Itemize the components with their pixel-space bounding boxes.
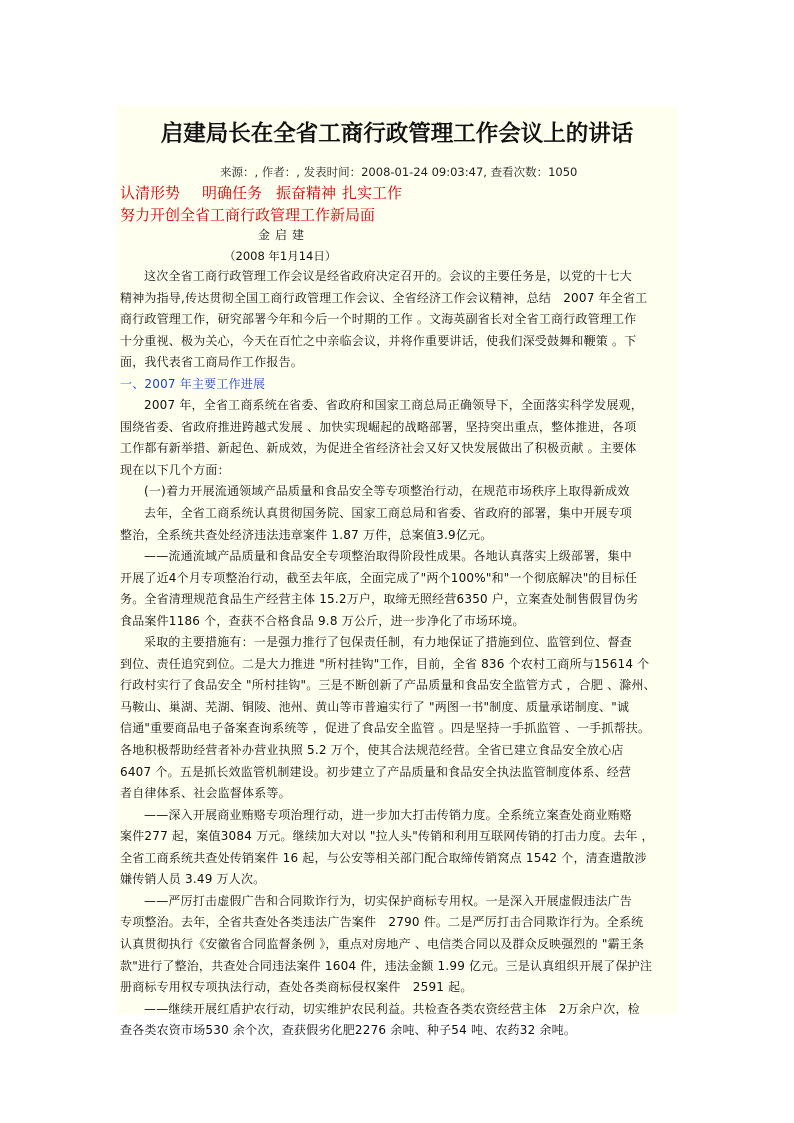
body-line: 全省工商系统共查处传销案件 16 起，与公安等相关部门配合取缔传销窝点 1542 个，清查遣散涉 (120, 850, 647, 865)
body-line: 围绕省委、省政府推进跨越式发展 、加快实现崛起的战略部署，坚持突出重点，整体推进，各项 (120, 419, 637, 434)
speech-body (120, 266, 676, 1042)
speech-subtitle-line-2: 努力开创全省工商行政管理工作新局面 (120, 206, 376, 224)
body-line: 十分重视、极为关心，今天在百忙之中亲临会议，并将作重要讲话，使我们深受鼓舞和鞭策 。下 (120, 333, 637, 348)
article-meta: 来源：, 作者：, 发表时间：2008-01-24 09:03:47, 查看次数：1050 (220, 165, 578, 179)
body-line: 者自律体系、社会监督体系等。 (120, 786, 291, 801)
body-line: ——流通流域产品质量和食品安全专项整治取得阶段性成果。各地认真落实上级部署，集中 (144, 549, 633, 564)
body-line: 认真贯彻执行《安徽省合同监督条例 》，重点对房地产 、电信类合同以及群众反映强烈的 "霸王条 (120, 936, 645, 951)
body-line: 去年，全省工商系统认真贯彻国务院、国家工商总局和省委、省政府的部署，集中开展专项 (144, 506, 633, 521)
subtitle-part-3: 振奋精神 (276, 184, 337, 202)
body-line: 嫌传销人员 3.49 万人次。 (120, 872, 266, 887)
body-line: 现在以下几个方面： (120, 462, 230, 477)
speech-subtitle-line-1 (120, 182, 402, 203)
body-line: 这次全省工商行政管理工作会议是经省政府决定召开的。会议的主要任务是，以党的十七大 (144, 269, 633, 283)
body-line: 查各类农资市场530 余个次，查获假劣化肥2276 余吨、种子54 吨、农药32 余吨。 (120, 1023, 577, 1038)
body-line: 6407 个。五是抓长效监管机制建设。初步建立了产品质量和食品安全执法监管制度体系、经营 (120, 764, 632, 779)
body-line: 案件277 起，案值3084 万元。继续加大对以 "拉人头"传销和利用互联网传销的打击力度。去年 ， (120, 829, 654, 844)
body-line: ——继续开展红盾护农行动，切实维护农民利益。共检查各类农资经营主体 2万余户次，检 (144, 1001, 640, 1016)
body-line: 马鞍山、巢湖、芜湖、铜陵、池州、黄山等市普遍实行了 "两图一书"制度、质量承诺制度、"诚 (120, 699, 630, 714)
body-line: ——严厉打击虚假广告和合同欺诈行为，切实保护商标专用权。一是深入开展虚假违法广告 (144, 893, 633, 908)
body-line: 册商标专用权专项执法行动，查处各类商标侵权案件 2591 起。 (120, 980, 473, 995)
article-title: 启建局长在全省工商行政管理工作会议上的讲话 (160, 121, 634, 147)
body-line: 面，我代表省工商局作工作报告。 (120, 355, 304, 370)
speech-date: （2008 年1月14日） (224, 249, 337, 263)
body-line: 到位、责任追究到位。二是大力推进 "所村挂钩"工作，目前，全省 836 个农村工商所与15614 个 (120, 656, 650, 671)
section-heading: 一、2007 年主要工作进展 (120, 376, 266, 391)
body-line: 行政村实行了食品安全 "所村挂钩"。三是不断创新了产品质量和食品安全监管方式 ，合肥 、滁州、 (120, 678, 656, 693)
body-line: 食品案件1186 个，查获不合格食品 9.8 万公斤，进一步净化了市场环境。 (120, 613, 525, 628)
body-line: 工作都有新举措、新起色、新成效，为促进全省经济社会又好又快发展做出了积极贡献 。主要体 (120, 441, 637, 456)
body-line: 务。全省清理规范食品生产经营主体 15.2万户，取缔无照经营6350 户，立案查处制售假冒伪劣 (120, 592, 639, 607)
subtitle-part-2: 明确任务 (202, 184, 263, 202)
body-line: 采取的主要措施有：一是强力推行了包保责任制，有力地保证了措施到位、监管到位、督查 (144, 635, 633, 650)
subtitle-part-4: 扎实工作 (342, 184, 403, 202)
body-line: 专项整治。去年，全省共查处各类违法广告案件 2790 件。二是严厉打击合同欺诈行为。全系统 (120, 915, 644, 930)
body-line: 开展了近4个月专项整治行动，截至去年底，全面完成了"两个100%"和"一个彻底解决"的目标任 (120, 570, 638, 585)
subsection-heading: (一)着力开展流通领域产品质量和食品安全等专项整治行动，在规范市场秩序上取得新成效 (144, 484, 630, 499)
speaker-name: 金启建 (258, 228, 310, 242)
body-line: 精神为指导,传达贯彻全国工商行政管理工作会议、全省经济工作会议精神，总结 2007 年全省工 (120, 290, 648, 305)
body-line: 商行政管理工作，研究部署今年和今后一个时期的工作 。文海英副省长对全省工商行政管理工作 (120, 312, 637, 327)
body-line: 整治，全系统共查处经济违法违章案件 1.87 万件，总案值3.9亿元。 (120, 527, 493, 542)
body-line: 信通"重要商品电子备案查询系统等 ，促进了食品安全监管 。四是坚持一手抓监管 、一手抓帮扶。 (120, 721, 651, 736)
subtitle-part-1: 认清形势 (120, 184, 181, 202)
body-line: ——深入开展商业贿赂专项治理行动，进一步加大打击传销力度。全系统立案查处商业贿赂 (144, 807, 633, 822)
body-line: 款"进行了整治，共查处合同违法案件 1604 件，违法金额 1.99 亿元。三是认真组织开展了保护注 (120, 958, 653, 973)
body-line: 各地积极帮助经营者补办营业执照 5.2 万个，使其合法规范经营。全省已建立食品安全放心店 (120, 743, 624, 758)
body-line: 2007 年，全省工商系统在省委、省政府和国家工商总局正确领导下，全面落实科学发展观， (144, 398, 643, 413)
article-container (116, 106, 678, 1038)
